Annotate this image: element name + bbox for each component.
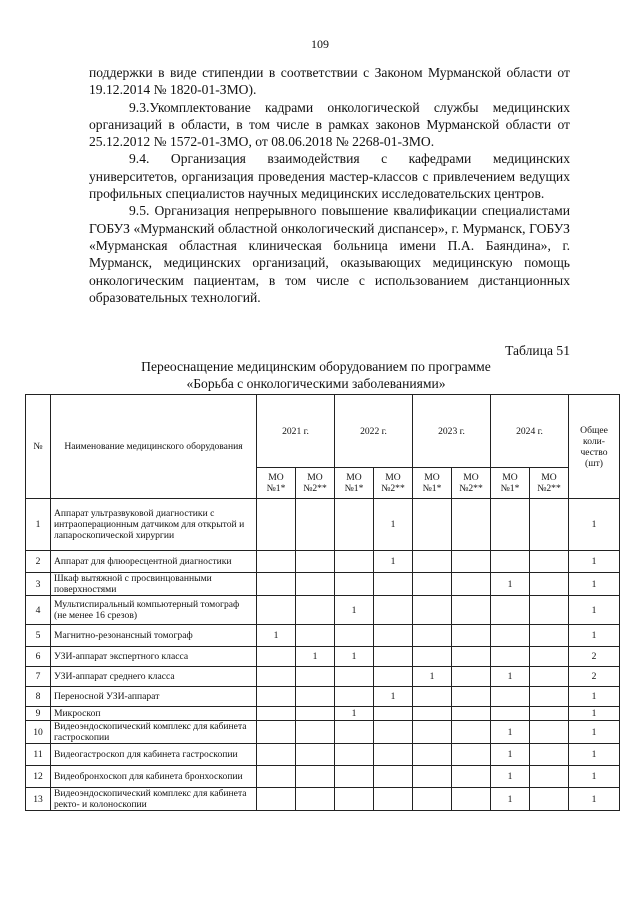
quantity-cell bbox=[335, 788, 374, 811]
quantity-cell: 1 bbox=[491, 744, 530, 766]
quantity-cell bbox=[413, 744, 452, 766]
quantity-cell bbox=[452, 499, 491, 551]
total-cell: 1 bbox=[569, 687, 620, 707]
quantity-cell bbox=[491, 687, 530, 707]
equipment-name-cell: Видеоэндоскопический комплекс для кабинета ректо- и колоноскопии bbox=[51, 788, 257, 811]
quantity-cell bbox=[257, 551, 296, 573]
quantity-cell bbox=[257, 721, 296, 744]
quantity-cell bbox=[452, 551, 491, 573]
paragraph: поддержки в виде стипендии в соответствии с Законом Мурманской области от 19.12.2014 № 1820-01-ЗМО). bbox=[89, 65, 570, 98]
row-number-cell: 12 bbox=[26, 766, 51, 788]
quantity-cell: 1 bbox=[335, 647, 374, 667]
quantity-cell bbox=[296, 551, 335, 573]
equipment-name-cell: Аппарат ультразвуковой диагностики с интраоперационным датчиком для открытой и лапароскопической хирургии bbox=[51, 499, 257, 551]
quantity-cell bbox=[491, 596, 530, 625]
quantity-cell: 1 bbox=[335, 596, 374, 625]
quantity-cell bbox=[374, 625, 413, 647]
quantity-cell bbox=[413, 788, 452, 811]
quantity-cell bbox=[335, 721, 374, 744]
quantity-cell bbox=[335, 667, 374, 687]
table-label: Таблица 51 bbox=[505, 343, 570, 358]
quantity-cell bbox=[452, 687, 491, 707]
row-number-cell: 9 bbox=[26, 707, 51, 721]
header-mo2: МО №2** bbox=[530, 468, 569, 499]
quantity-cell bbox=[374, 766, 413, 788]
row-number-cell: 8 bbox=[26, 687, 51, 707]
quantity-cell bbox=[296, 766, 335, 788]
body-text bbox=[89, 64, 570, 306]
table-row bbox=[26, 647, 620, 667]
table-row bbox=[26, 596, 620, 625]
table-row bbox=[26, 721, 620, 744]
header-num: № bbox=[26, 395, 51, 499]
table-row bbox=[26, 766, 620, 788]
table-row bbox=[26, 551, 620, 573]
quantity-cell bbox=[257, 744, 296, 766]
quantity-cell: 1 bbox=[413, 667, 452, 687]
quantity-cell: 1 bbox=[491, 721, 530, 744]
header-year: 2023 г. bbox=[413, 395, 491, 468]
table-row bbox=[26, 625, 620, 647]
row-number-cell: 10 bbox=[26, 721, 51, 744]
equipment-name-cell: Видеоэндоскопический комплекс для кабинета гастроскопии bbox=[51, 721, 257, 744]
total-cell: 1 bbox=[569, 625, 620, 647]
quantity-cell bbox=[530, 647, 569, 667]
quantity-cell bbox=[374, 788, 413, 811]
table-row bbox=[26, 499, 620, 551]
quantity-cell bbox=[335, 766, 374, 788]
quantity-cell bbox=[452, 667, 491, 687]
equipment-name-cell: Аппарат для флюоресцентной диагностики bbox=[51, 551, 257, 573]
equipment-name-cell: Шкаф вытяжной с просвинцованными поверхностями bbox=[51, 573, 257, 596]
header-mo1: МО №1* bbox=[413, 468, 452, 499]
quantity-cell bbox=[257, 647, 296, 667]
equipment-name-cell: Переносной УЗИ-аппарат bbox=[51, 687, 257, 707]
quantity-cell bbox=[296, 573, 335, 596]
paragraph: 9.5. Организация непрерывного повышение квалификации специалистами ГОБУЗ «Мурманский областной онкологический диспансер», г. Мурманск, ГОБУЗ «Мурманская областная клиническая больница имени П.А. Баяндина», г. Мурманск, медицинских организаций, оказывающих медицинскую помощь онкологическим пациентам, в том числе с использованием дистанционных образовательных технологий. bbox=[89, 203, 570, 305]
quantity-cell bbox=[257, 707, 296, 721]
equipment-name-cell: Мультиспиральный компьютерный томограф (не менее 16 срезов) bbox=[51, 596, 257, 625]
total-cell: 1 bbox=[569, 788, 620, 811]
equipment-name-cell: УЗИ-аппарат экспертного класса bbox=[51, 647, 257, 667]
quantity-cell bbox=[530, 573, 569, 596]
equipment-name-cell: Видеобронхоскоп для кабинета бронхоскопии bbox=[51, 766, 257, 788]
quantity-cell bbox=[335, 499, 374, 551]
row-number-cell: 4 bbox=[26, 596, 51, 625]
total-cell: 1 bbox=[569, 766, 620, 788]
quantity-cell bbox=[296, 499, 335, 551]
header-year: 2024 г. bbox=[491, 395, 569, 468]
quantity-cell bbox=[452, 721, 491, 744]
table-body bbox=[26, 499, 620, 811]
row-number-cell: 13 bbox=[26, 788, 51, 811]
table-row bbox=[26, 744, 620, 766]
total-cell: 2 bbox=[569, 647, 620, 667]
total-cell: 1 bbox=[569, 744, 620, 766]
quantity-cell bbox=[413, 596, 452, 625]
quantity-cell bbox=[413, 499, 452, 551]
table-header-row bbox=[26, 395, 620, 468]
quantity-cell bbox=[296, 744, 335, 766]
quantity-cell bbox=[530, 551, 569, 573]
table-row bbox=[26, 687, 620, 707]
quantity-cell bbox=[530, 788, 569, 811]
quantity-cell bbox=[257, 573, 296, 596]
quantity-cell bbox=[413, 551, 452, 573]
quantity-cell bbox=[452, 744, 491, 766]
quantity-cell bbox=[530, 667, 569, 687]
quantity-cell bbox=[413, 707, 452, 721]
quantity-cell bbox=[374, 647, 413, 667]
quantity-cell bbox=[257, 596, 296, 625]
quantity-cell bbox=[530, 766, 569, 788]
quantity-cell bbox=[491, 647, 530, 667]
quantity-cell bbox=[530, 744, 569, 766]
header-total: Общее коли-чество (шт) bbox=[569, 395, 620, 499]
quantity-cell bbox=[257, 667, 296, 687]
table-title-line: «Борьба с онкологическими заболеваниями» bbox=[186, 376, 446, 391]
quantity-cell bbox=[335, 551, 374, 573]
total-cell: 1 bbox=[569, 499, 620, 551]
quantity-cell bbox=[257, 788, 296, 811]
quantity-cell bbox=[257, 499, 296, 551]
quantity-cell: 1 bbox=[374, 551, 413, 573]
quantity-cell: 1 bbox=[491, 766, 530, 788]
quantity-cell bbox=[335, 687, 374, 707]
quantity-cell bbox=[296, 687, 335, 707]
quantity-cell bbox=[374, 573, 413, 596]
quantity-cell: 1 bbox=[335, 707, 374, 721]
quantity-cell: 1 bbox=[374, 687, 413, 707]
quantity-cell bbox=[530, 596, 569, 625]
quantity-cell bbox=[530, 499, 569, 551]
header-name: Наименование медицинского оборудования bbox=[51, 395, 257, 499]
header-mo2: МО №2** bbox=[452, 468, 491, 499]
total-cell: 2 bbox=[569, 667, 620, 687]
header-year: 2022 г. bbox=[335, 395, 413, 468]
quantity-cell bbox=[413, 766, 452, 788]
quantity-cell bbox=[374, 744, 413, 766]
quantity-cell: 1 bbox=[296, 647, 335, 667]
quantity-cell bbox=[452, 573, 491, 596]
quantity-cell bbox=[413, 625, 452, 647]
total-cell: 1 bbox=[569, 573, 620, 596]
header-mo2: МО №2** bbox=[296, 468, 335, 499]
quantity-cell bbox=[374, 596, 413, 625]
quantity-cell: 1 bbox=[491, 788, 530, 811]
header-mo1: МО №1* bbox=[491, 468, 530, 499]
header-mo1: МО №1* bbox=[257, 468, 296, 499]
quantity-cell bbox=[530, 687, 569, 707]
quantity-cell bbox=[452, 766, 491, 788]
row-number-cell: 3 bbox=[26, 573, 51, 596]
row-number-cell: 6 bbox=[26, 647, 51, 667]
quantity-cell bbox=[374, 667, 413, 687]
quantity-cell: 1 bbox=[374, 499, 413, 551]
page-number: 109 bbox=[311, 37, 329, 51]
quantity-cell bbox=[335, 744, 374, 766]
row-number-cell: 11 bbox=[26, 744, 51, 766]
row-number-cell: 7 bbox=[26, 667, 51, 687]
quantity-cell bbox=[296, 596, 335, 625]
quantity-cell: 1 bbox=[491, 667, 530, 687]
quantity-cell bbox=[491, 707, 530, 721]
total-cell: 1 bbox=[569, 721, 620, 744]
table-row bbox=[26, 788, 620, 811]
quantity-cell bbox=[374, 721, 413, 744]
quantity-cell bbox=[491, 551, 530, 573]
quantity-cell bbox=[413, 687, 452, 707]
quantity-cell bbox=[452, 788, 491, 811]
quantity-cell bbox=[452, 707, 491, 721]
quantity-cell bbox=[491, 625, 530, 647]
quantity-cell bbox=[530, 625, 569, 647]
table-title-line: Переоснащение медицинским оборудованием по программе bbox=[141, 359, 491, 374]
header-year: 2021 г. bbox=[257, 395, 335, 468]
quantity-cell bbox=[413, 573, 452, 596]
quantity-cell bbox=[452, 647, 491, 667]
row-number-cell: 2 bbox=[26, 551, 51, 573]
quantity-cell bbox=[296, 667, 335, 687]
quantity-cell bbox=[296, 625, 335, 647]
header-mo2: МО №2** bbox=[374, 468, 413, 499]
total-cell: 1 bbox=[569, 551, 620, 573]
quantity-cell bbox=[491, 499, 530, 551]
quantity-cell bbox=[374, 707, 413, 721]
quantity-cell bbox=[296, 707, 335, 721]
paragraph: 9.3.Укомплектование кадрами онкологической службы медицинских организаций в области, в том числе в рамках законов Мурманской области от 25.12.2012 № 1572-01-ЗМО, от 08.06.2018 № 2268-01-ЗМО. bbox=[89, 99, 570, 150]
equipment-name-cell: Магнитно-резонансный томограф bbox=[51, 625, 257, 647]
quantity-cell bbox=[452, 625, 491, 647]
total-cell: 1 bbox=[569, 596, 620, 625]
quantity-cell bbox=[257, 687, 296, 707]
quantity-cell bbox=[257, 766, 296, 788]
paragraph: 9.4. Организация взаимодействия с кафедрами медицинских университетов, организация проведения мастер-классов с привлечением ведущих профильных специалистов научных медицинских исследовательских центров. bbox=[89, 151, 570, 202]
quantity-cell bbox=[413, 721, 452, 744]
quantity-cell: 1 bbox=[257, 625, 296, 647]
table-title bbox=[56, 358, 576, 392]
quantity-cell: 1 bbox=[491, 573, 530, 596]
quantity-cell bbox=[296, 721, 335, 744]
table-row bbox=[26, 573, 620, 596]
quantity-cell bbox=[296, 788, 335, 811]
row-number-cell: 1 bbox=[26, 499, 51, 551]
quantity-cell bbox=[335, 573, 374, 596]
quantity-cell bbox=[530, 707, 569, 721]
quantity-cell bbox=[452, 596, 491, 625]
quantity-cell bbox=[413, 647, 452, 667]
quantity-cell bbox=[335, 625, 374, 647]
header-mo1: МО №1* bbox=[335, 468, 374, 499]
quantity-cell bbox=[530, 721, 569, 744]
equipment-name-cell: Видеогастроскоп для кабинета гастроскопии bbox=[51, 744, 257, 766]
table-row bbox=[26, 707, 620, 721]
total-cell: 1 bbox=[569, 707, 620, 721]
equipment-name-cell: УЗИ-аппарат среднего класса bbox=[51, 667, 257, 687]
row-number-cell: 5 bbox=[26, 625, 51, 647]
equipment-name-cell: Микроскоп bbox=[51, 707, 257, 721]
table-row bbox=[26, 667, 620, 687]
equipment-table bbox=[25, 394, 620, 811]
